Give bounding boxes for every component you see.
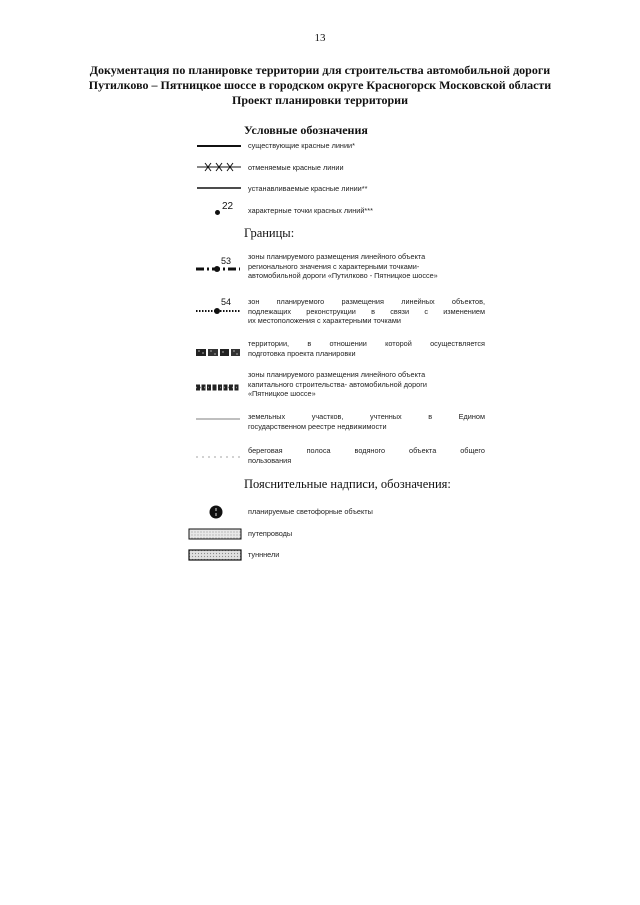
note-label-tunnels: тунннели	[248, 550, 280, 559]
legend-label-established: устанавливаемые красные линии**	[248, 184, 368, 193]
legend-label-existing: существующие красные линии*	[248, 141, 355, 150]
traffic-light-icon	[208, 504, 224, 520]
legend-heading: Условные обозначения	[244, 123, 368, 137]
existing-red-line-symbol	[196, 140, 242, 150]
pyatnitskoe-highway-zone-symbol	[195, 383, 241, 392]
characteristic-point-number: 22	[222, 201, 234, 212]
title-line-2: Путилково – Пятницкое шоссе в городском округе Красногорск Московской области	[88, 78, 552, 92]
boundary-label-regional-zone: зоны планируемого размещения линейного объекта регионального значения с характерными точками- автомобильной дороги «Путилково - Пятницкое шоссе»	[248, 252, 438, 280]
boundary-label-planning-territory: территории, в отношении которой осуществляется подготовка проекта планировки	[248, 339, 485, 358]
legend-label-points: характерные точки красных линий***	[248, 206, 373, 215]
boundary-label-shoreline: береговая полоса водяного объекта общего пользования	[248, 446, 485, 465]
reconstruction-zone-boundary-symbol	[195, 305, 241, 317]
title-line-1: Документация по планировке территории для строительства автомобильной дороги	[89, 63, 551, 77]
note-label-traffic-lights: планируемые светофорные объекты	[248, 507, 373, 516]
notes-heading: Пояснительные надписи, обозначения:	[244, 477, 451, 491]
characteristic-point-dot	[215, 210, 220, 215]
land-plots-boundary-symbol	[195, 416, 241, 422]
page-number: 13	[314, 32, 326, 44]
reconstruction-zone-point-number: 54	[221, 297, 232, 307]
boundary-label-reconstruction-zone: зон планируемого размещения линейных объектов, подлежащих реконструкции в связи с изменением их местоположения с характерными точками	[248, 297, 485, 325]
boundary-label-land-plots: земельных участков, учтенных в Едином государственном реестре недвижимости	[248, 412, 485, 431]
boundaries-heading: Границы:	[244, 226, 295, 240]
regional-zone-boundary-symbol	[195, 262, 241, 274]
overpass-symbol	[188, 528, 242, 540]
cancelled-red-line-symbol	[196, 160, 242, 174]
established-red-line-symbol	[196, 182, 242, 192]
shoreline-strip-boundary-symbol	[195, 454, 241, 460]
title-line-3: Проект планировки территории	[231, 93, 409, 107]
regional-zone-point-number: 53	[221, 256, 232, 266]
tunnel-symbol	[188, 549, 242, 561]
boundary-label-pyatnitskoe-zone: зоны планируемого размещения линейного объекта капитального строительства- автомобильной дороги «Пятницкое шоссе»	[248, 370, 427, 398]
document-title	[60, 63, 580, 108]
planning-territory-boundary-symbol	[195, 348, 241, 357]
legend-label-cancelled: отменяемые красные линии	[248, 163, 344, 172]
note-label-overpasses: путепроводы	[248, 529, 293, 538]
